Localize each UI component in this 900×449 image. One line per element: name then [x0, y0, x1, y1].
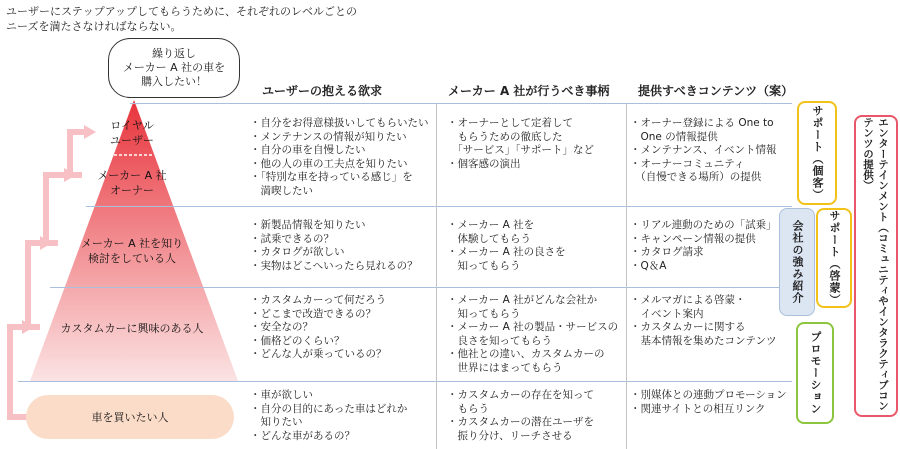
- bubble-line-2: メーカー A 社の車を: [122, 61, 226, 74]
- bubble-line-1: 繰り返し: [152, 47, 196, 60]
- intro-line-2: ニーズを満たさなければならない。: [6, 20, 182, 33]
- row-divider: [18, 381, 792, 382]
- level-royal-user: ロイヤル ユーザー: [110, 119, 154, 147]
- level-custom-interest: カスタムカーに興味のある人: [60, 322, 204, 335]
- tag-company-strength: 会社の強み紹介: [779, 208, 815, 316]
- level-owner: メーカー A 社 オーナー: [97, 169, 167, 197]
- row3-contents: ・メルマガによる啓蒙・ イベント案内 ・カスタムカーに関する 基本情報を集めたコンテンツ: [630, 294, 777, 347]
- row4-actions: ・カスタムカーの存在を知って もらう ・カスタムカーの潜在ユーザを 振り分け、リーチさせる: [447, 389, 594, 442]
- tag-promotion: プロモーション: [796, 322, 834, 424]
- speech-bubble: [108, 38, 240, 98]
- row4-desires: ・車が欲しい ・自分の目的にあった車はどれか 知りたい ・どんな車があるの？: [250, 389, 408, 442]
- row4-contents: ・別媒体との連動プロモーション ・関連サイトとの相互リンク: [630, 389, 787, 415]
- row1-contents: ・オーナー登録による One to One の情報提供 ・メンテナンス、イベント情報 ・オーナーコミュニティ （自慢できる場所）の提供: [630, 117, 777, 183]
- tag-support-enlighten: サポート（啓蒙）: [816, 208, 852, 308]
- row2-contents: ・リアル連動のための「試乗」 ・キャンペーン情報の提供 ・カタログ請求 ・Q＆A: [630, 219, 777, 272]
- row1-desires: ・自分をお得意様扱いしてもらいたい ・メンテナンスの情報が知りたい ・自分の車を自慢したい ・他の人の車の工夫点を知りたい ・「特別な車を持っている感じ」を 満喫したい: [250, 117, 429, 197]
- row3-desires: ・カスタムカーって何だろう ・どこまで改造できるの？ ・安全なの？ ・価格どのくらい？ ・どんな人が乗っているの？: [250, 294, 387, 360]
- intro-line-1: ユーザーにステップアップしてもらうために、それぞれのレベルごとの: [6, 5, 358, 18]
- tag-support-individual: サポート（個客）: [797, 101, 837, 205]
- row-divider: [86, 206, 792, 207]
- header-contents: 提供すべきコンテンツ（案）: [638, 84, 794, 98]
- row3-actions: ・メーカー A 社がどんな会社か 知ってもらう ・メーカー A 社の製品・サービスの 良さを知ってもらう ・他社との違い、カスタムカーの 世界にはまってもらう: [447, 294, 619, 374]
- row2-desires: ・新製品情報を知りたい ・試乗できるの？ ・カタログが欲しい ・実物はどこへいったら見れるの？: [250, 219, 418, 272]
- header-actions: メーカー A 社が行うべき事柄: [448, 84, 610, 98]
- header-desires: ユーザーの抱える欲求: [262, 84, 383, 98]
- level-want-to-buy: 車を買いたい人: [91, 411, 169, 424]
- column-divider: [436, 104, 437, 449]
- row1-actions: ・オーナーとして定着して もらうための徹底した 「サービス」「サポート」など ・個客感の演出: [447, 117, 594, 170]
- column-divider: [626, 104, 627, 449]
- row2-actions: ・メーカー A 社を 体験してもらう ・メーカー A 社の良さを 知ってもらう: [447, 219, 566, 272]
- row-divider: [50, 287, 792, 288]
- row-divider: [130, 103, 792, 104]
- bubble-line-3: 購入したい！: [141, 75, 207, 88]
- tag-entertainment: エンターテインメント（コミュニティやインタラクティブコンテンツの提供）: [854, 115, 898, 417]
- level-considering: メーカー A 社を知り 検討をしている人: [80, 237, 184, 265]
